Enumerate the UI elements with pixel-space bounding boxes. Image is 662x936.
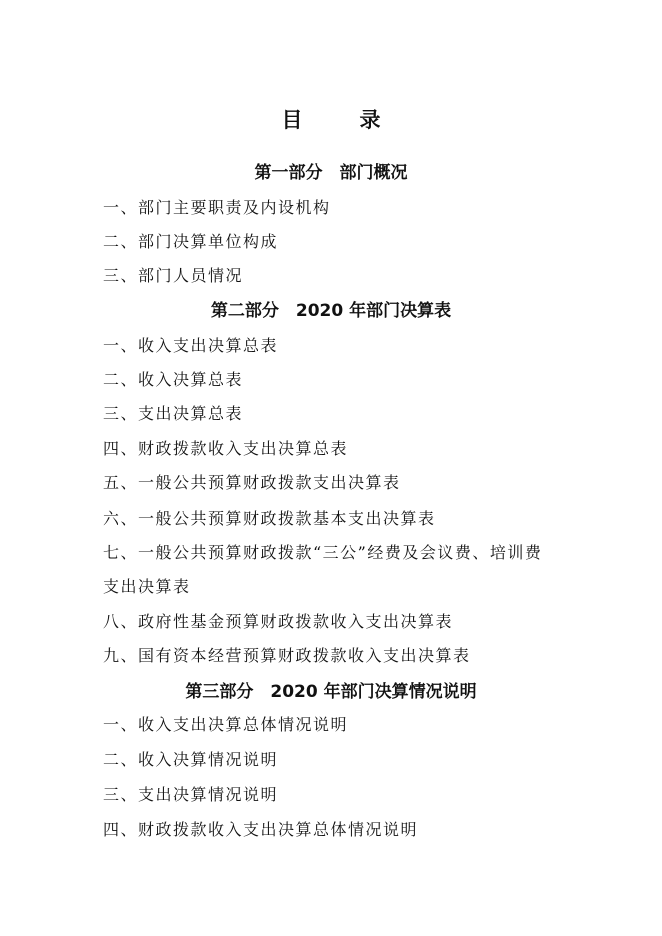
toc-item: 八、政府性基金预算财政拨款收入支出决算表 [103,612,454,631]
toc-item: 五、一般公共预算财政拨款支出决算表 [103,473,401,492]
toc-item: 七、一般公共预算财政拨款“三公”经费及会议费、培训费 [103,543,543,562]
toc-item-continuation: 支出决算表 [103,577,191,596]
toc-item: 二、收入决算总表 [103,370,244,389]
toc-item: 三、部门人员情况 [103,266,244,285]
toc-item: 四、财政拨款收入支出决算总体情况说明 [103,820,419,839]
section-heading-1: 第一部分 部门概况 [254,163,408,183]
toc-item: 三、支出决算情况说明 [103,785,279,804]
toc-item: 六、一般公共预算财政拨款基本支出决算表 [103,509,436,528]
toc-title: 目 录 [281,108,399,132]
toc-item: 三、支出决算总表 [103,404,244,423]
toc-item: 一、收入支出决算总体情况说明 [103,715,349,734]
toc-item: 二、收入决算情况说明 [103,750,279,769]
toc-item: 二、部门决算单位构成 [103,232,279,251]
section-heading-3: 第三部分 2020 年部门决算情况说明 [185,682,477,702]
toc-item: 九、国有资本经营预算财政拨款收入支出决算表 [103,646,471,665]
toc-item: 四、财政拨款收入支出决算总表 [103,439,349,458]
toc-item: 一、部门主要职责及内设机构 [103,198,331,217]
toc-item: 一、收入支出决算总表 [103,336,279,355]
section-heading-2: 第二部分 2020 年部门决算表 [210,301,452,321]
